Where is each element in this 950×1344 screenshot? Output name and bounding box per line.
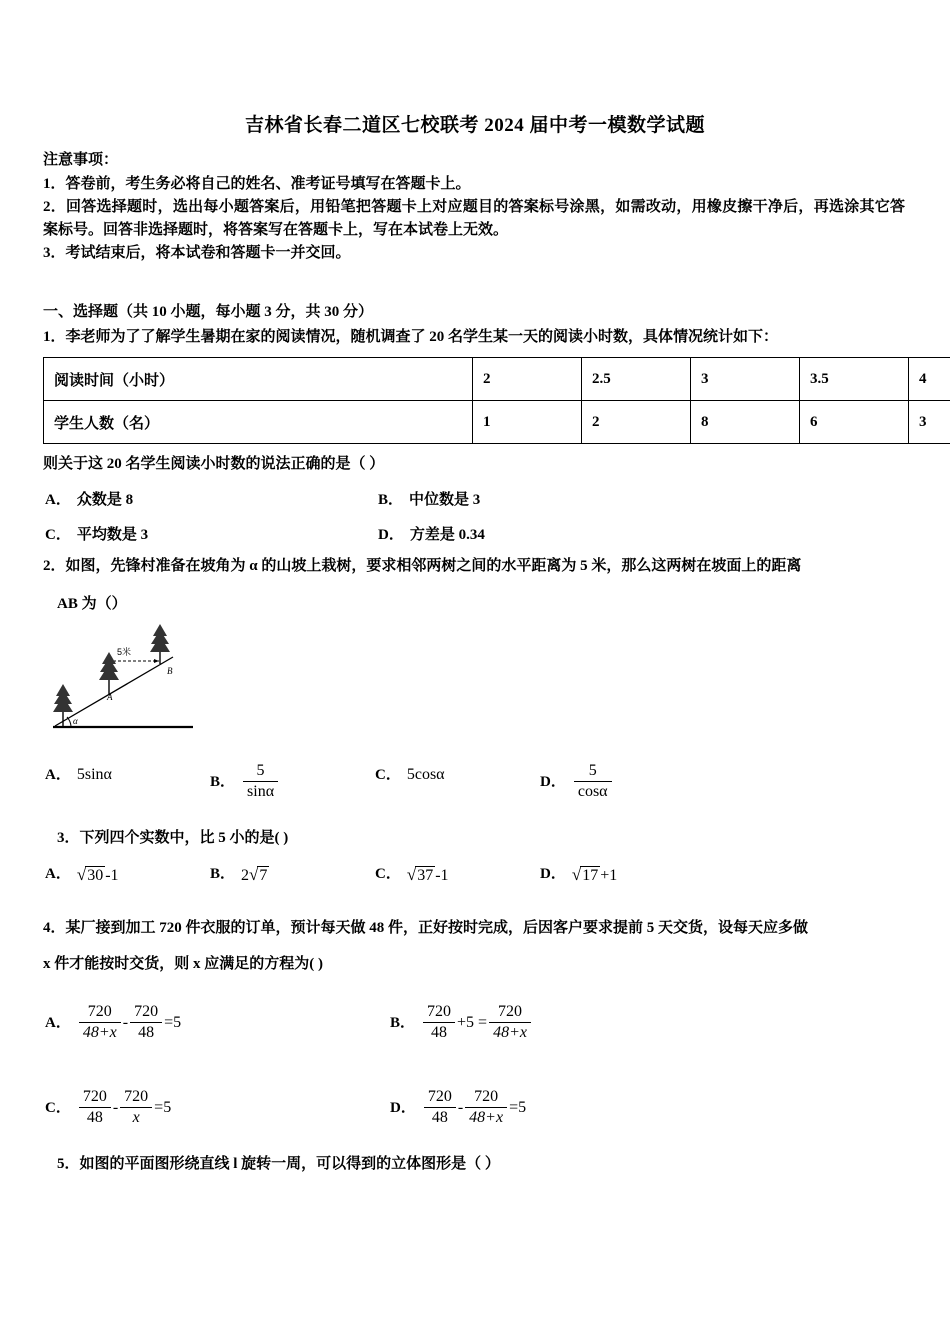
question-1-stem: 1．李老师为了了解学生暑期在家的阅读情况，随机调查了 20 名学生某一天的阅读小时数，具体情况统计如下： [43,329,779,345]
notice-item-2: 2．回答选择题时，选出每小题答案后，用铅笔把答题卡上对应题目的答案标号涂黑，如需改动，用橡皮擦干净后，再选涂其它答案标号。回答非选择题时，将答案写在答题卡上，写在本试卷上无效。 [43,199,905,238]
operator: - [457,1098,464,1116]
option-expression: 5cosα [406,766,445,783]
cell-time-5: 4 [909,358,950,401]
question-3-stem: 3．下列四个实数中，比 5 小的是( ) [57,830,289,846]
option-fraction-1 [79,1088,111,1127]
option-radical [407,865,449,885]
radicand: 30 [87,866,104,884]
cell-count-5: 3 [909,401,950,444]
option-label: D． [540,773,566,790]
notice-item-3: 3．考试结束后，将本试卷和答题卡一并交回。 [43,245,351,261]
point-a-label: A [107,692,113,702]
question-2-option-c[interactable] [375,763,445,784]
distance-label: 5米 [117,647,132,657]
fraction-numerator: 720 [489,1003,531,1023]
fraction-numerator: 720 [423,1003,455,1023]
radical-symbol-icon: √ [406,864,417,884]
option-label: A． [45,866,71,882]
option-expression: 5sinα [76,766,112,783]
fraction-denominator: 48+x [493,1024,527,1041]
fraction-numerator: 5 [243,762,278,782]
option-fraction-1 [79,1003,121,1042]
fraction-denominator: 48+x [469,1109,504,1126]
option-text: 众数是 8 [76,492,134,508]
radical-suffix: -1 [435,866,449,884]
equation-tail: =5 [164,1013,182,1031]
fraction-denominator: sinα [247,783,275,800]
fraction-numerator: 720 [424,1088,456,1108]
table-row [44,358,950,401]
option-fraction-1 [423,1003,455,1042]
option-label: C． [375,866,401,882]
option-label: B． [210,866,236,882]
radicand: 7 [259,866,268,884]
option-radical [241,865,269,885]
table-row [44,401,950,444]
fraction-denominator: 48 [138,1024,155,1041]
question-4-stem-line-2: x 件才能按时交货，则 x 应满足的方程为( ) [43,956,323,972]
option-label: C． [45,527,71,543]
cell-time-3: 3 [691,358,800,401]
cell-time-4: 3.5 [800,358,909,401]
cell-time-2: 2.5 [582,358,691,401]
cell-count-2: 2 [582,401,691,444]
radical-suffix: +1 [600,866,618,884]
option-fraction-1 [424,1088,456,1127]
point-b-label: B [167,666,173,676]
operator: +5 = [457,1013,488,1031]
operator: - [112,1098,119,1116]
question-3-option-d[interactable] [540,862,617,885]
question-1-tail: 则关于这 20 名学生阅读小时数的说法正确的是（ ） [43,456,385,472]
cell-count-1: 1 [473,401,582,444]
option-fraction-2 [120,1088,152,1127]
option-label: C． [45,1099,71,1116]
question-4-option-b[interactable] [390,1004,533,1043]
question-2-stem-line-2: AB 为（） [57,596,127,612]
option-fraction [574,762,612,801]
option-fraction [243,762,278,801]
tree-3 [150,624,170,664]
section-heading-multiple-choice: 一、选择题（共 10 小题，每小题 3 分，共 30 分） [43,304,374,320]
fraction-numerator: 5 [574,762,612,782]
radical-coefficient: 2 [241,866,250,884]
option-label: B． [390,1014,416,1031]
row-label-student-count: 学生人数（名） [44,401,473,444]
question-1-option-b[interactable] [378,488,480,509]
option-text: 中位数是 3 [409,492,481,508]
equation-tail: =5 [509,1098,527,1116]
radicand: 17 [582,866,599,884]
question-2-option-d[interactable] [540,763,614,802]
radical-symbol-icon: √ [571,864,582,884]
slope-trees-figure [45,622,245,740]
cell-time-1: 2 [473,358,582,401]
option-label: D． [390,1099,416,1116]
option-radical [572,865,617,885]
tree-1 [53,684,73,726]
question-4-option-c[interactable] [45,1089,171,1128]
fraction-denominator: 48 [86,1109,103,1126]
option-text: 方差是 0.34 [409,527,485,543]
fraction-denominator: cosα [577,783,608,800]
option-label: A． [45,492,71,508]
option-label: C． [375,767,401,783]
option-fraction-2 [130,1003,162,1042]
option-fraction-2 [465,1088,507,1127]
fraction-denominator: 48+x [82,1024,117,1041]
option-fraction-2 [489,1003,531,1042]
notice-item-1: 1．答卷前，考生务必将自己的姓名、准考证号填写在答题卡上。 [43,176,471,192]
question-4-option-a[interactable] [45,1004,181,1043]
operator: - [122,1013,129,1031]
option-label: A． [45,767,71,783]
tree-2 [99,652,119,694]
fraction-denominator: 48 [431,1024,448,1041]
question-4-stem-line-1: 4．某厂接到加工 720 件衣服的订单，预计每天做 48 件，正好按时完成，后因客户要求提前 5 天交货，设每天应多做 [43,920,809,936]
question-1-option-a[interactable] [45,488,133,509]
cell-count-4: 6 [800,401,909,444]
cell-count-3: 8 [691,401,800,444]
fraction-denominator: 48 [431,1109,448,1126]
fraction-numerator: 720 [120,1088,152,1108]
question-1-option-d[interactable] [378,523,485,544]
question-4-option-d[interactable] [390,1089,526,1128]
fraction-numerator: 720 [465,1088,507,1108]
question-2-option-b[interactable] [210,763,280,802]
notice-block [43,148,905,265]
equation-tail: =5 [154,1098,172,1116]
question-3-option-a[interactable] [45,862,119,885]
question-2-stem-line-1: 2．如图，先锋村准备在坡角为 α 的山坡上栽树，要求相邻两树之间的水平距离为 5 米，那么这两树在坡面上的距离 [43,558,802,574]
radicand: 37 [417,866,434,884]
fraction-numerator: 720 [79,1003,121,1023]
option-radical [77,865,119,885]
notice-heading: 注意事项： [43,152,119,168]
option-label: D． [540,866,566,882]
reading-statistics-table [43,357,950,444]
row-label-reading-time: 阅读时间（小时） [44,358,473,401]
radical-suffix: -1 [105,866,119,884]
question-3-option-b[interactable] [210,862,269,885]
radical-symbol-icon: √ [249,864,259,884]
fraction-denominator: x [132,1109,140,1126]
svg-text:α: α [73,716,78,726]
option-label: B． [210,773,236,790]
question-2-option-a[interactable] [45,763,112,784]
fraction-numerator: 720 [130,1003,162,1023]
question-1-option-c[interactable] [45,523,148,544]
option-label: A． [45,1014,71,1031]
option-label: D． [378,527,404,543]
fraction-numerator: 720 [79,1088,111,1108]
radical-symbol-icon: √ [76,864,87,884]
option-text: 平均数是 3 [76,527,149,543]
question-5-stem: 5．如图的平面图形绕直线 l 旋转一周，可以得到的立体图形是（ ） [57,1156,500,1172]
question-3-option-c[interactable] [375,862,449,885]
option-label: B． [378,492,404,508]
page-title: 吉林省长春二道区七校联考 2024 届中考一模数学试题 [244,115,705,136]
